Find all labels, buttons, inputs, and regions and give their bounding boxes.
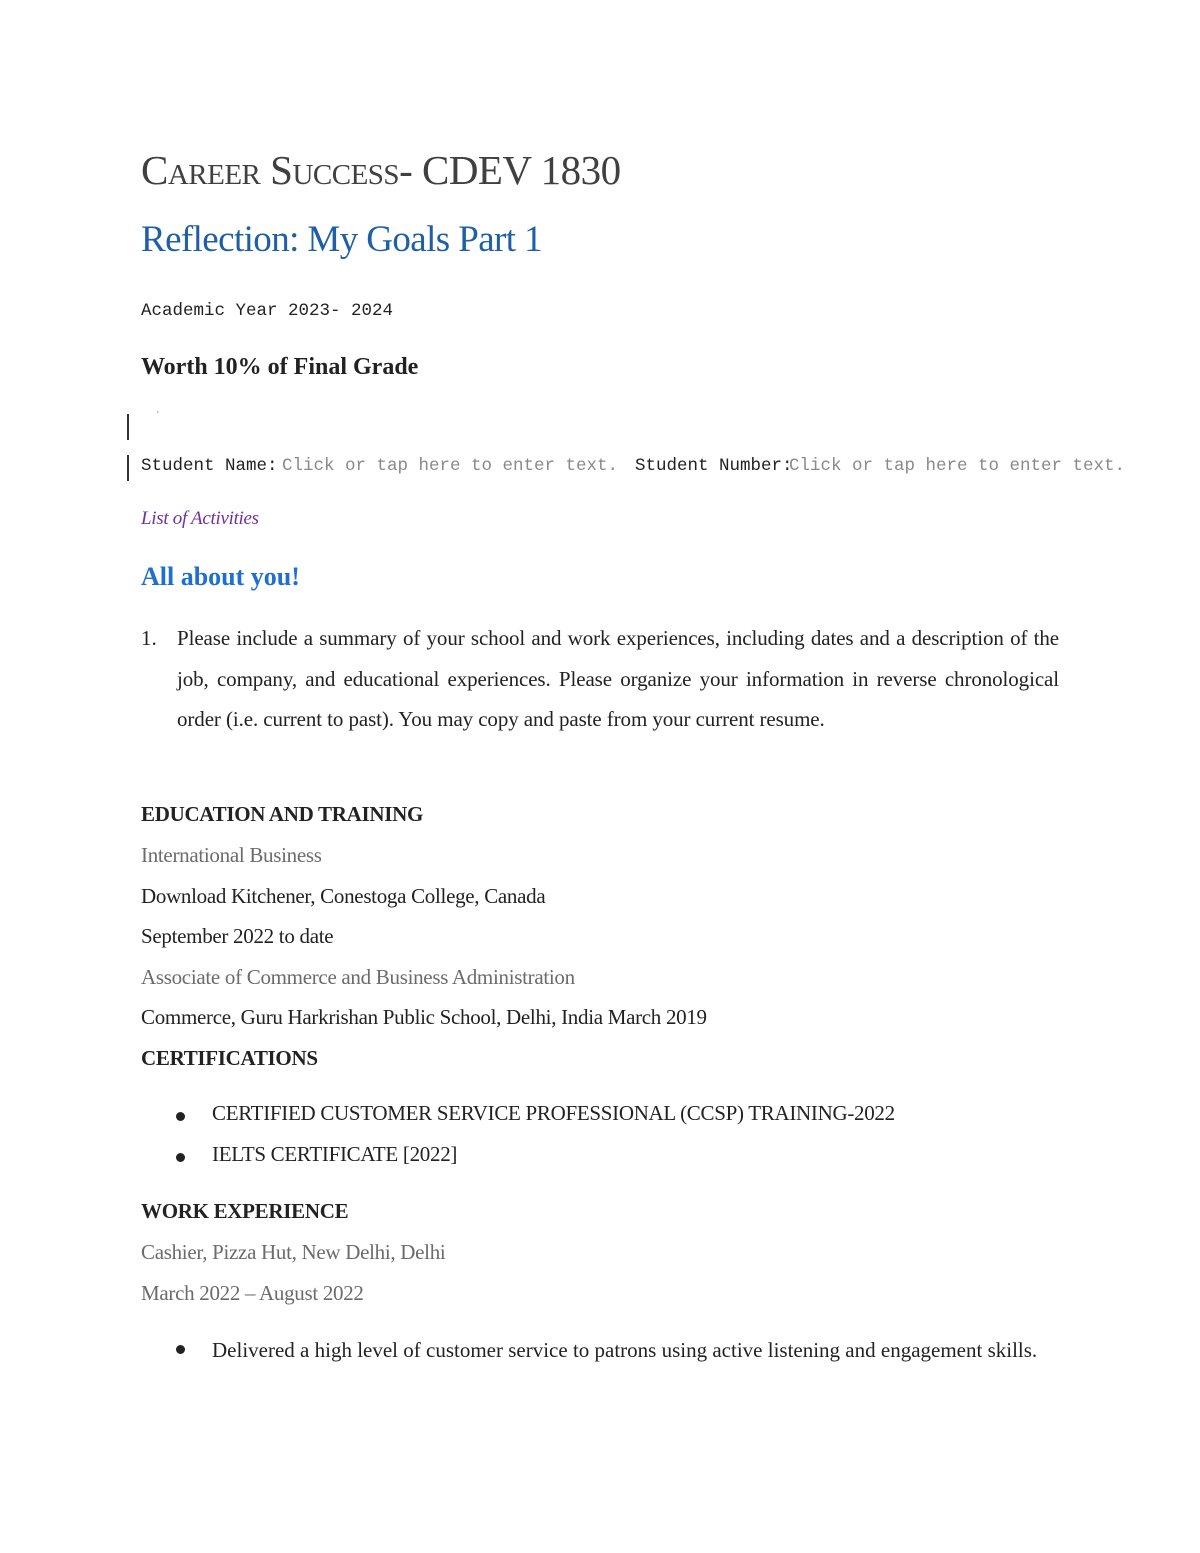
title-career: Career <box>141 147 261 193</box>
list-item: CERTIFIED CUSTOMER SERVICE PROFESSIONAL (CCSP) TRAINING-2022 <box>172 1101 895 1142</box>
education-heading: EDUCATION AND TRAINING <box>141 802 423 826</box>
list-item: IELTS CERTIFICATE [2022] <box>172 1142 895 1183</box>
student-number-label: Student Number: <box>635 456 793 476</box>
work-dates: March 2022 – August 2022 <box>141 1281 364 1305</box>
title-course: - CDEV 1830 <box>399 147 621 193</box>
work-role: Cashier, Pizza Hut, New Delhi, Delhi <box>141 1240 446 1264</box>
list-of-activities-link[interactable]: List of Activities <box>141 508 259 529</box>
section-heading: All about you! <box>141 562 300 591</box>
education-location-1: Download Kitchener, Conestoga College, Canada <box>141 884 546 908</box>
education-program-2: Associate of Commerce and Business Administration <box>141 965 575 989</box>
text-cursor-2 <box>127 455 129 481</box>
title-success: Success <box>270 147 400 193</box>
student-name-field[interactable]: Click or tap here to enter text. <box>282 456 619 476</box>
education-date-1: September 2022 to date <box>141 924 334 948</box>
certifications-list <box>172 1101 895 1183</box>
education-program-1: International Business <box>141 843 322 867</box>
education-detail-2: Commerce, Guru Harkrishan Public School, Delhi, India March 2019 <box>141 1005 707 1029</box>
question-1 <box>141 618 1059 740</box>
academic-year: Academic Year 2023- 2024 <box>141 301 394 321</box>
bullet-icon <box>176 1345 185 1354</box>
bullet-icon <box>176 1153 185 1162</box>
work-bullet-text: Delivered a high level of customer service to patrons using active listening and engagement skills. <box>212 1338 1038 1362</box>
certifications-heading: CERTIFICATIONS <box>141 1046 318 1070</box>
tick-mark: ' <box>157 410 159 421</box>
work-heading: WORK EXPERIENCE <box>141 1199 349 1223</box>
question-text: Please include a summary of your school and work experiences, including dates and a description of the job, company, and educational experiences. Please organize your information in reverse chronological order (i.e. current to past). You may copy and paste from your current resume. <box>177 626 1059 731</box>
document-title <box>141 146 621 194</box>
document-subtitle: Reflection: My Goals Part 1 <box>141 219 543 260</box>
grade-weight: Worth 10% of Final Grade <box>141 354 419 380</box>
student-number-field[interactable]: Click or tap here to enter text. <box>789 456 1126 476</box>
question-number: 1. <box>141 626 157 650</box>
student-name-label: Student Name: <box>141 456 278 476</box>
bullet-icon <box>176 1112 185 1121</box>
work-bullet-1 <box>172 1330 1058 1371</box>
text-cursor <box>127 414 129 440</box>
